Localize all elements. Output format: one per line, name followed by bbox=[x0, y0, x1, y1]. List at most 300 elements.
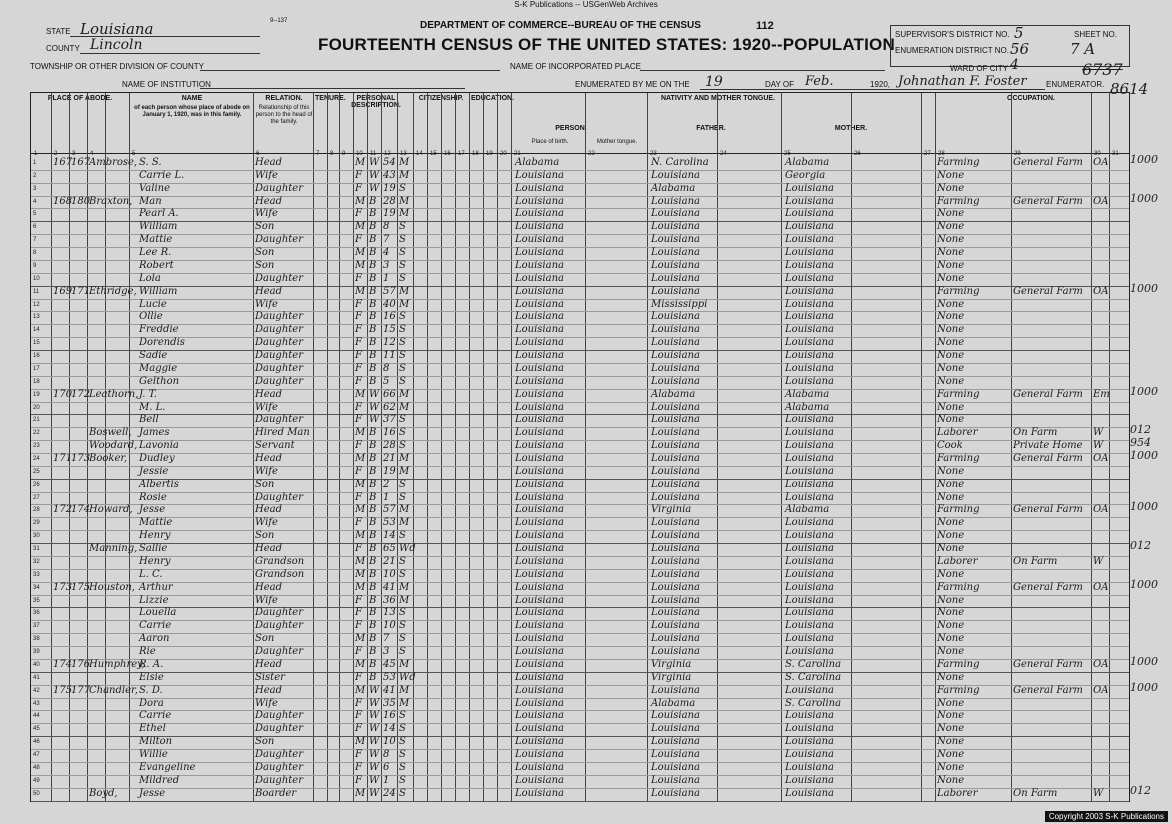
cell-industry: General Farm bbox=[1013, 684, 1083, 696]
cell-birth: Louisiana bbox=[515, 247, 564, 259]
cell-birth: Louisiana bbox=[515, 414, 564, 426]
cell-occupation: Farming bbox=[937, 504, 980, 516]
cell-relation: Grandson bbox=[255, 568, 305, 580]
cell-relation: Daughter bbox=[255, 234, 303, 246]
cell-sex: M bbox=[355, 453, 366, 464]
cell-father-birth: Louisiana bbox=[651, 787, 700, 799]
sub-mother-tongue: Mother tongue. bbox=[596, 139, 638, 145]
cell-birth: Louisiana bbox=[515, 761, 564, 773]
cell-race: B bbox=[369, 247, 377, 259]
cell-race: B bbox=[369, 453, 377, 464]
column-number: 30 bbox=[1094, 151, 1101, 157]
column-number: 11 bbox=[370, 151, 377, 157]
cell-occupation: None bbox=[937, 530, 965, 542]
cell-birth: Louisiana bbox=[515, 581, 564, 593]
cell-sex: F bbox=[355, 749, 362, 761]
line-number: 25 bbox=[33, 468, 40, 475]
cell-age: 10 bbox=[383, 736, 396, 748]
cell-race: B bbox=[369, 543, 377, 555]
cell-race: W bbox=[369, 401, 380, 413]
cell-class: OA bbox=[1093, 195, 1109, 207]
cell-given: Robert bbox=[139, 259, 174, 271]
column-rule bbox=[339, 93, 340, 801]
cell-given: Man bbox=[139, 195, 162, 207]
cell-occupation: None bbox=[937, 259, 965, 271]
column-rule bbox=[327, 93, 328, 801]
cell-birth: Louisiana bbox=[515, 568, 564, 580]
enumeration-district-value: 56 bbox=[1010, 40, 1030, 58]
cell-birth: Louisiana bbox=[515, 208, 564, 220]
cell-given: Lucie bbox=[139, 298, 167, 310]
cell-dwelling: 168 bbox=[53, 195, 73, 207]
line-number: 29 bbox=[33, 520, 40, 527]
cell-mother-birth: Louisiana bbox=[785, 440, 834, 452]
cell-age: 7 bbox=[383, 234, 390, 246]
group-relation: RELATION. bbox=[265, 95, 303, 102]
cell-occupation: None bbox=[937, 633, 965, 645]
cell-mother-birth: Louisiana bbox=[785, 247, 834, 259]
cell-birth: Louisiana bbox=[515, 234, 564, 246]
cell-given: Mattie bbox=[139, 234, 173, 246]
column-number: 6 bbox=[256, 151, 260, 157]
township-underline bbox=[200, 70, 500, 71]
enumeration-underline bbox=[700, 89, 1045, 90]
enumerator-name: Johnathan F. Foster bbox=[898, 74, 1027, 89]
cell-class: OA bbox=[1093, 658, 1109, 670]
cell-given: Lavonia bbox=[139, 440, 179, 452]
cell-age: 8 bbox=[383, 749, 390, 761]
cell-relation: Head bbox=[255, 581, 283, 593]
cell-age: 16 bbox=[383, 427, 396, 439]
cell-occupation: None bbox=[937, 247, 965, 259]
cell-sex: F bbox=[355, 272, 362, 284]
cell-age: 2 bbox=[383, 478, 390, 490]
cell-occupation: None bbox=[937, 607, 965, 619]
cell-given: Rosie bbox=[139, 491, 167, 503]
column-number: 23 bbox=[650, 151, 657, 157]
line-number: 1 bbox=[33, 160, 37, 166]
cell-relation: Boarder bbox=[255, 787, 297, 799]
cell-father-birth: Louisiana bbox=[651, 350, 700, 362]
line-number: 32 bbox=[33, 558, 40, 565]
cell-sex: F bbox=[355, 774, 362, 786]
cell-occupation: None bbox=[937, 736, 965, 748]
column-number: 21 bbox=[514, 151, 521, 157]
cell-father-birth: Virginia bbox=[651, 658, 692, 670]
cell-dwelling: 175 bbox=[53, 684, 73, 696]
column-rule bbox=[935, 93, 936, 801]
cell-mother-birth: Louisiana bbox=[785, 465, 834, 477]
cell-race: B bbox=[369, 620, 377, 632]
cell-mother-birth: Louisiana bbox=[785, 414, 834, 426]
cell-relation: Daughter bbox=[255, 311, 303, 323]
cell-mother-birth: Louisiana bbox=[785, 568, 834, 580]
cell-marital: S bbox=[399, 774, 406, 786]
cell-industry: General Farm bbox=[1013, 581, 1083, 593]
sub-person: PERSON. bbox=[555, 125, 587, 132]
cell-father-birth: Louisiana bbox=[651, 710, 700, 722]
cell-sex: F bbox=[355, 710, 362, 722]
cell-father-birth: Louisiana bbox=[651, 555, 700, 567]
cell-marital: M bbox=[399, 581, 410, 593]
column-number: 20 bbox=[500, 151, 507, 157]
cell-mother-birth: Louisiana bbox=[785, 478, 834, 490]
cell-family: 174 bbox=[71, 504, 91, 516]
line-number: 17 bbox=[33, 365, 40, 372]
cell-birth: Louisiana bbox=[515, 787, 564, 799]
cell-race: B bbox=[369, 298, 377, 310]
margin-note: 1000 bbox=[1130, 654, 1158, 668]
cell-occupation: Farming bbox=[937, 285, 980, 297]
line-number: 8 bbox=[33, 250, 37, 257]
cell-age: 10 bbox=[383, 568, 396, 580]
cell-age: 28 bbox=[383, 440, 396, 452]
column-number: 26 bbox=[854, 151, 861, 157]
cell-marital: S bbox=[399, 736, 406, 748]
cell-age: 15 bbox=[383, 324, 396, 336]
cell-occupation: Farming bbox=[937, 157, 980, 168]
cell-marital: S bbox=[399, 787, 406, 799]
cell-occupation: Laborer bbox=[937, 427, 978, 439]
cell-birth: Louisiana bbox=[515, 259, 564, 271]
cell-sex: F bbox=[355, 350, 362, 362]
column-number: 28 bbox=[938, 151, 945, 157]
cell-sex: F bbox=[355, 324, 362, 336]
cell-father-birth: Louisiana bbox=[651, 259, 700, 271]
sheet-number-value: 7 A bbox=[1070, 40, 1096, 58]
cell-mother-birth: Louisiana bbox=[785, 581, 834, 593]
cell-father-birth: Louisiana bbox=[651, 646, 700, 658]
cell-relation: Daughter bbox=[255, 182, 303, 194]
cell-mother-birth: Louisiana bbox=[785, 182, 834, 194]
cell-marital: M bbox=[399, 465, 410, 477]
column-rule bbox=[381, 93, 382, 801]
cell-sex: F bbox=[355, 440, 362, 452]
line-number: 48 bbox=[33, 764, 40, 771]
cell-father-birth: Louisiana bbox=[651, 414, 700, 426]
ward-value: 4 bbox=[1010, 57, 1019, 73]
cell-race: B bbox=[369, 658, 377, 670]
cell-age: 14 bbox=[383, 530, 396, 542]
cell-given: Louella bbox=[139, 607, 177, 619]
cell-relation: Head bbox=[255, 157, 283, 168]
cell-race: B bbox=[369, 671, 377, 683]
cell-father-birth: Louisiana bbox=[651, 568, 700, 580]
cell-surname: Ethridge, bbox=[89, 285, 137, 297]
cell-mother-birth: Louisiana bbox=[785, 427, 834, 439]
line-number: 46 bbox=[33, 739, 40, 746]
cell-birth: Louisiana bbox=[515, 491, 564, 503]
cell-birth: Louisiana bbox=[515, 504, 564, 516]
cell-surname: Leathorn, bbox=[89, 388, 139, 400]
cell-occupation: None bbox=[937, 517, 965, 529]
cell-surname: Humphrey, bbox=[89, 658, 145, 670]
cell-relation: Head bbox=[255, 543, 283, 555]
cell-mother-birth: Louisiana bbox=[785, 234, 834, 246]
cell-mother-birth: Alabama bbox=[785, 388, 830, 400]
cell-mother-birth: Georgia bbox=[785, 169, 826, 181]
cell-relation: Daughter bbox=[255, 414, 303, 426]
cell-race: B bbox=[369, 530, 377, 542]
cell-race: B bbox=[369, 337, 377, 349]
cell-sex: M bbox=[355, 633, 366, 645]
cell-father-birth: Louisiana bbox=[651, 761, 700, 773]
cell-occupation: None bbox=[937, 465, 965, 477]
cell-relation: Daughter bbox=[255, 761, 303, 773]
cell-occupation: None bbox=[937, 491, 965, 503]
cell-age: 57 bbox=[383, 285, 396, 297]
cell-given: Ethel bbox=[139, 723, 166, 735]
cell-age: 41 bbox=[383, 684, 396, 696]
line-number: 10 bbox=[33, 275, 40, 282]
cell-marital: M bbox=[399, 169, 410, 181]
line-number: 44 bbox=[33, 713, 40, 720]
cell-sex: M bbox=[355, 504, 366, 516]
enumerated-label: ENUMERATED BY ME ON THE bbox=[575, 80, 690, 89]
line-number: 33 bbox=[33, 571, 40, 578]
cell-age: 12 bbox=[383, 337, 396, 349]
cell-relation: Wife bbox=[255, 401, 278, 413]
cell-relation: Daughter bbox=[255, 350, 303, 362]
cell-marital: S bbox=[399, 337, 406, 349]
cell-age: 1 bbox=[383, 272, 390, 284]
cell-birth: Louisiana bbox=[515, 337, 564, 349]
column-rule bbox=[469, 93, 470, 801]
column-number: 2 bbox=[54, 151, 58, 157]
cell-dwelling: 174 bbox=[53, 658, 73, 670]
margin-note: 1000 bbox=[1130, 281, 1158, 295]
column-number: 31 bbox=[1112, 151, 1119, 157]
cell-relation: Servant bbox=[255, 440, 295, 452]
cell-sex: F bbox=[355, 517, 362, 529]
column-number: 9 bbox=[342, 151, 346, 157]
cell-marital: Wd bbox=[399, 671, 416, 683]
cell-given: Dora bbox=[139, 697, 164, 709]
cell-birth: Louisiana bbox=[515, 594, 564, 606]
cell-age: 53 bbox=[383, 517, 396, 529]
cell-mother-birth: Louisiana bbox=[785, 736, 834, 748]
column-number: 15 bbox=[430, 151, 437, 157]
column-number: 17 bbox=[458, 151, 465, 157]
cell-age: 6 bbox=[383, 761, 390, 773]
cell-race: B bbox=[369, 633, 377, 645]
cell-family: 173 bbox=[71, 453, 91, 464]
cell-birth: Louisiana bbox=[515, 362, 564, 374]
cell-marital: S bbox=[399, 491, 406, 503]
cell-given: Henry bbox=[139, 555, 171, 567]
column-rule bbox=[1109, 93, 1110, 801]
cell-father-birth: Louisiana bbox=[651, 530, 700, 542]
cell-mother-birth: Louisiana bbox=[785, 311, 834, 323]
cell-father-birth: Louisiana bbox=[651, 337, 700, 349]
cell-age: 14 bbox=[383, 723, 396, 735]
column-number: 29 bbox=[1014, 151, 1021, 157]
column-rule bbox=[427, 93, 428, 801]
cell-birth: Louisiana bbox=[515, 710, 564, 722]
cell-sex: M bbox=[355, 787, 366, 799]
archive-banner: S-K Publications -- USGenWeb Archives bbox=[514, 0, 658, 9]
cell-given: Pearl A. bbox=[139, 208, 179, 220]
cell-mother-birth: Louisiana bbox=[785, 195, 834, 207]
cell-marital: S bbox=[399, 749, 406, 761]
line-number: 37 bbox=[33, 623, 40, 630]
cell-father-birth: Louisiana bbox=[651, 272, 700, 284]
column-rule bbox=[921, 93, 922, 801]
cell-given: William bbox=[139, 285, 178, 297]
cell-birth: Louisiana bbox=[515, 285, 564, 297]
column-rule bbox=[497, 93, 498, 801]
cell-sex: M bbox=[355, 555, 366, 567]
cell-race: W bbox=[369, 749, 380, 761]
cell-birth: Louisiana bbox=[515, 401, 564, 413]
cell-relation: Daughter bbox=[255, 337, 303, 349]
column-rule bbox=[313, 93, 314, 801]
cell-race: B bbox=[369, 646, 377, 658]
column-rule bbox=[511, 93, 512, 801]
cell-occupation: None bbox=[937, 298, 965, 310]
cell-race: B bbox=[369, 195, 377, 207]
group-citizenship: CITIZENSHIP. bbox=[418, 95, 464, 102]
stamp-number: 6737 bbox=[1082, 60, 1123, 79]
group-occupation: OCCUPATION. bbox=[1007, 95, 1055, 102]
county-underline bbox=[80, 53, 260, 54]
cell-given: Milton bbox=[139, 736, 173, 748]
cell-mother-birth: Louisiana bbox=[785, 555, 834, 567]
cell-age: 3 bbox=[383, 646, 390, 658]
cell-relation: Wife bbox=[255, 465, 278, 477]
cell-birth: Louisiana bbox=[515, 272, 564, 284]
cell-age: 5 bbox=[383, 375, 390, 387]
cell-mother-birth: S. Carolina bbox=[785, 671, 842, 683]
line-number: 3 bbox=[33, 185, 37, 192]
cell-occupation: None bbox=[937, 697, 965, 709]
cell-birth: Louisiana bbox=[515, 478, 564, 490]
cell-sex: F bbox=[355, 362, 362, 374]
cell-occupation: None bbox=[937, 710, 965, 722]
cell-birth: Louisiana bbox=[515, 658, 564, 670]
column-number: 10 bbox=[356, 151, 363, 157]
cell-father-birth: Virginia bbox=[651, 504, 692, 516]
cell-occupation: None bbox=[937, 568, 965, 580]
column-rule bbox=[441, 93, 442, 801]
cell-race: B bbox=[369, 568, 377, 580]
cell-sex: M bbox=[355, 285, 366, 297]
cell-race: W bbox=[369, 710, 380, 722]
line-number: 36 bbox=[33, 610, 40, 617]
cell-birth: Louisiana bbox=[515, 555, 564, 567]
cell-mother-birth: Louisiana bbox=[785, 259, 834, 271]
cell-relation: Son bbox=[255, 259, 275, 271]
column-rule bbox=[585, 93, 586, 801]
cell-race: B bbox=[369, 555, 377, 567]
cell-marital: S bbox=[399, 530, 406, 542]
column-number: 16 bbox=[444, 151, 451, 157]
cell-sex: M bbox=[355, 530, 366, 542]
column-number: 14 bbox=[416, 151, 423, 157]
cell-dwelling: 170 bbox=[53, 388, 73, 400]
cell-industry: On Farm bbox=[1013, 427, 1058, 439]
cell-father-birth: Louisiana bbox=[651, 594, 700, 606]
cell-birth: Louisiana bbox=[515, 620, 564, 632]
cell-father-birth: Louisiana bbox=[651, 427, 700, 439]
cell-surname: Manning, bbox=[89, 543, 138, 555]
line-number: 39 bbox=[33, 649, 40, 656]
cell-mother-birth: Louisiana bbox=[785, 453, 834, 464]
cell-occupation: None bbox=[937, 414, 965, 426]
cell-father-birth: Louisiana bbox=[651, 195, 700, 207]
cell-given: Sallie bbox=[139, 543, 168, 555]
cell-relation: Head bbox=[255, 504, 283, 516]
cell-age: 8 bbox=[383, 221, 390, 233]
cell-given: Aaron bbox=[139, 633, 170, 645]
cell-occupation: Farming bbox=[937, 195, 980, 207]
cell-race: B bbox=[369, 607, 377, 619]
cell-surname: Woodard, bbox=[89, 440, 138, 452]
cell-age: 7 bbox=[383, 633, 390, 645]
cell-relation: Son bbox=[255, 247, 275, 259]
cell-relation: Daughter bbox=[255, 324, 303, 336]
census-year: 1920, bbox=[870, 80, 891, 89]
cell-occupation: None bbox=[937, 749, 965, 761]
cell-father-birth: Louisiana bbox=[651, 607, 700, 619]
line-number: 45 bbox=[33, 726, 40, 733]
cell-birth: Louisiana bbox=[515, 182, 564, 194]
cell-race: W bbox=[369, 736, 380, 748]
cell-relation: Grandson bbox=[255, 555, 305, 567]
cell-age: 53 bbox=[383, 671, 396, 683]
cell-father-birth: Louisiana bbox=[651, 774, 700, 786]
cell-sex: F bbox=[355, 337, 362, 349]
cell-sex: F bbox=[355, 375, 362, 387]
cell-family: 176 bbox=[71, 658, 91, 670]
cell-marital: S bbox=[399, 221, 406, 233]
cell-father-birth: Louisiana bbox=[651, 517, 700, 529]
cell-marital: M bbox=[399, 453, 410, 464]
cell-occupation: None bbox=[937, 234, 965, 246]
enumerator-label: ENUMERATOR. bbox=[1046, 80, 1105, 89]
cell-relation: Son bbox=[255, 478, 275, 490]
line-number: 23 bbox=[33, 443, 40, 450]
column-number: 24 bbox=[720, 151, 727, 157]
cell-industry: Private Home bbox=[1013, 440, 1083, 452]
cell-sex: F bbox=[355, 491, 362, 503]
cell-sex: F bbox=[355, 182, 362, 194]
cell-occupation: None bbox=[937, 723, 965, 735]
cell-race: B bbox=[369, 259, 377, 271]
margin-note: 1000 bbox=[1130, 153, 1158, 166]
cell-father-birth: Louisiana bbox=[651, 375, 700, 387]
cell-relation: Daughter bbox=[255, 749, 303, 761]
cell-sex: M bbox=[355, 736, 366, 748]
cell-sex: F bbox=[355, 671, 362, 683]
cell-marital: S bbox=[399, 259, 406, 271]
cell-mother-birth: Louisiana bbox=[785, 517, 834, 529]
column-number: 22 bbox=[588, 151, 595, 157]
cell-dwelling: 173 bbox=[53, 581, 73, 593]
cell-relation: Son bbox=[255, 633, 275, 645]
cell-mother-birth: Louisiana bbox=[785, 362, 834, 374]
cell-sex: F bbox=[355, 646, 362, 658]
cell-father-birth: Louisiana bbox=[651, 221, 700, 233]
cell-age: 37 bbox=[383, 414, 396, 426]
cell-relation: Daughter bbox=[255, 272, 303, 284]
cell-age: 3 bbox=[383, 259, 390, 271]
margin-note: 012 bbox=[1130, 539, 1151, 553]
cell-relation: Daughter bbox=[255, 710, 303, 722]
cell-age: 62 bbox=[383, 401, 396, 413]
line-number: 34 bbox=[33, 584, 40, 591]
cell-marital: S bbox=[399, 723, 406, 735]
